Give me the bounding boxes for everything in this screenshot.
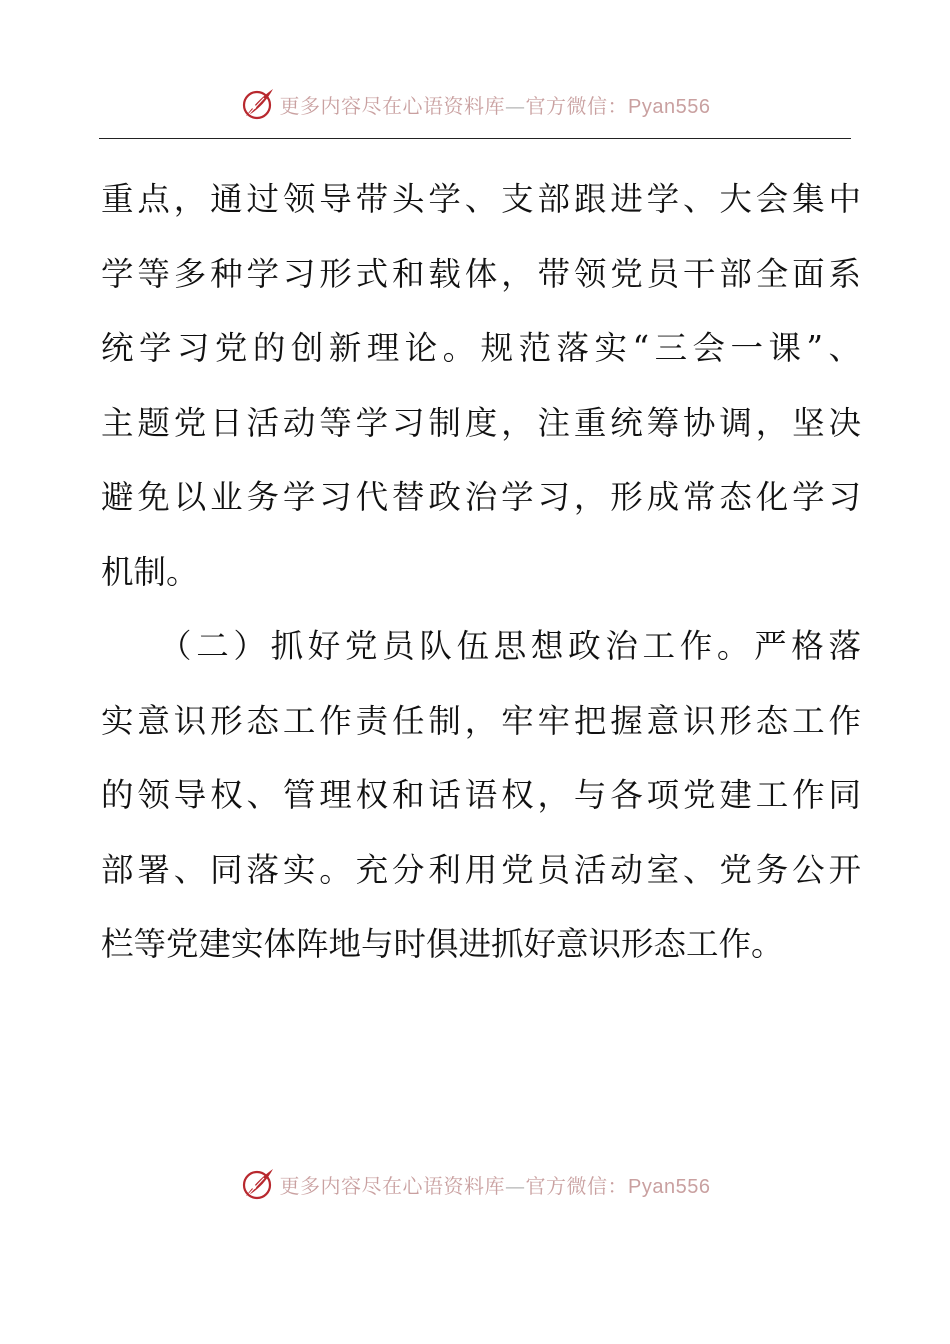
header-wechat-label: 官方微信： — [525, 93, 629, 118]
text-line: 主题党日活动等学习制度，注重统筹协调，坚决 — [101, 403, 861, 442]
footer-separator: — — [505, 1173, 526, 1198]
document-body — [101, 162, 861, 982]
text-line: 统学习党的创新理论。规范落实“三会一课”、 — [101, 329, 861, 367]
header-banner-text — [280, 90, 711, 119]
header-divider — [99, 138, 851, 139]
footer-wechat-id: Pyan556 — [628, 1175, 711, 1198]
header-wechat-id: Pyan556 — [628, 95, 711, 118]
section-heading-line: （二）抓好党员队伍思想政治工作。严格落 — [159, 627, 861, 665]
header-separator: — — [505, 93, 526, 118]
footer-site-text: 更多内容尽在心语资料库 — [279, 1173, 506, 1198]
text-line: 机制。 — [101, 552, 199, 591]
quill-pen-logo-icon — [240, 86, 276, 122]
text-line: 栏等党建实体阵地与时俱进抓好意识形态工作。 — [101, 925, 784, 963]
text-line: 重点，通过领导带头学、支部跟进学、大会集中 — [101, 180, 861, 218]
footer-banner — [0, 1162, 950, 1206]
text-line: 的领导权、管理权和话语权，与各项党建工作同 — [101, 776, 861, 814]
text-line: 避免以业务学习代替政治学习，形成常态化学习 — [101, 478, 861, 516]
quill-pen-logo-icon — [240, 1166, 276, 1202]
header-banner — [0, 82, 950, 126]
header-site-text: 更多内容尽在心语资料库 — [279, 93, 506, 118]
text-line: 部署、同落实。充分利用党员活动室、党务公开 — [101, 850, 861, 889]
footer-wechat-label: 官方微信： — [525, 1173, 629, 1198]
text-line: 实意识形态工作责任制，牢牢把握意识形态工作 — [101, 701, 861, 740]
footer-banner-text — [280, 1170, 711, 1199]
text-line: 学等多种学习形式和载体，带领党员干部全面系 — [101, 254, 861, 293]
